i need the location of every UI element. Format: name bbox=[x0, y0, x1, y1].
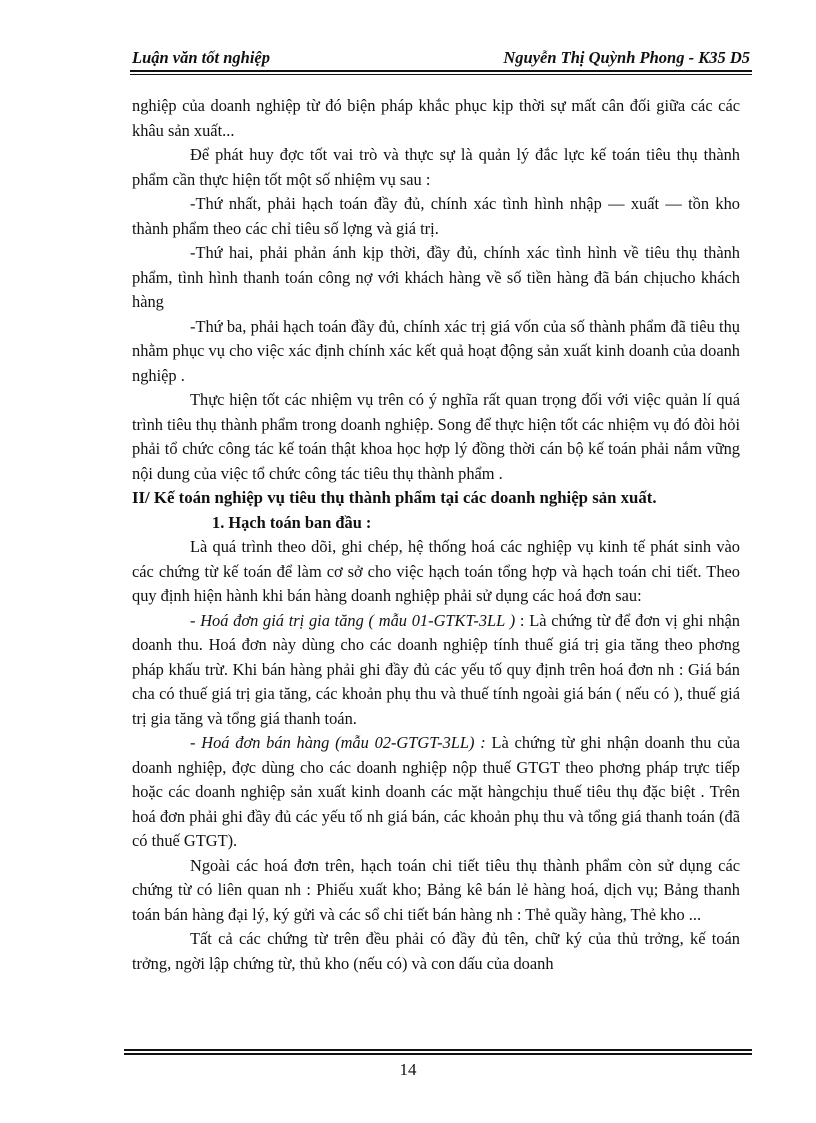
header-rule-thin bbox=[130, 74, 752, 75]
header-author: Nguyễn Thị Quỳnh Phong - K35 D5 bbox=[503, 48, 750, 67]
section-heading: II/ Kế toán nghiệp vụ tiêu thụ thành phẩm tại các doanh nghiệp sản xuất. bbox=[132, 488, 657, 507]
subheading: 1. Hạch toán ban đầu : bbox=[212, 512, 372, 532]
paragraph: nghiệp của doanh nghiệp từ đó biện pháp khắc phục kịp thời sự mất cân đối giữa các các khâu sản xuất... bbox=[132, 96, 740, 140]
header-rule bbox=[130, 70, 752, 72]
paragraph-invoice-2 bbox=[132, 731, 740, 854]
page-header bbox=[130, 48, 752, 70]
paragraph: -Thứ hai, phải phản ánh kịp thời, đầy đủ, chính xác tình hình về tiêu thụ thành phẩm, tình hình thanh toán công nợ với khách hàng về số tiền hàng đã bán chịucho khách hàng bbox=[132, 243, 740, 311]
paragraph: Thực hiện tốt các nhiệm vụ trên có ý nghĩa rất quan trọng đối với việc quản lí quá trình tiêu thụ thành phẩm trong doanh nghiệp. Song để thực hiện tốt các nhiệm vụ đó đòi hỏi phải tổ chức công tác kế toán thật khoa học hợp lý đồng thời cán bộ kế toán phải nắm vững nội dung của việc tổ chức công tác tiêu thụ thành phẩm . bbox=[132, 390, 740, 483]
paragraph: -Thứ nhất, phải hạch toán đầy đủ, chính xác tình hình nhập — xuất — tồn kho thành phẩm theo các chỉ tiêu số lợng và giá trị. bbox=[132, 194, 740, 238]
invoice-text: Là chứng từ ghi nhận doanh thu của doanh nghiệp, đợc dùng cho các doanh nghiệp nộp thuế GTGT theo phơng pháp trực tiếp hoặc các doanh nghiệp sản xuất kinh doanh các mặt hàngchịu thuế tiêu thụ đặc biệt . Trên hoá đơn phải ghi đầy đủ các yếu tố nh giá bán, các khoản phụ thu và tổng giá thanh toán (đã có thuế GTGT). bbox=[132, 733, 740, 850]
footer-rule-second bbox=[124, 1053, 752, 1055]
paragraph: Tất cả các chứng từ trên đều phải có đầy đủ tên, chữ ký của thủ trởng, kế toán trởng, ngời lập chứng từ, thủ kho (nếu có) và con dấu của doanh bbox=[132, 929, 740, 973]
paragraph: Ngoài các hoá đơn trên, hạch toán chi tiết tiêu thụ thành phẩm còn sử dụng các chứng từ có liên quan nh : Phiếu xuất kho; Bảng kê bán lẻ hàng hoá, dịch vụ; Bảng thanh toán bán hàng đại lý, ký gửi và các sổ chi tiết bán hàng nh : Thẻ quầy hàng, Thẻ kho ... bbox=[132, 855, 740, 924]
invoice-title: - Hoá đơn giá trị gia tăng ( mẫu 01-GTKT-3LL ) bbox=[190, 610, 516, 630]
page-number: 14 bbox=[399, 1060, 417, 1079]
footer-rule bbox=[124, 1049, 752, 1051]
paragraph: Là quá trình theo dõi, ghi chép, hệ thống hoá các nghiệp vụ kinh tế phát sinh vào các chứng từ kế toán để làm cơ sở cho việc hạch toán tổng hợp và hạch toán chi tiết. Theo quy định hiện hành khi bán hàng doanh nghiệp phải sử dụng các hoá đơn sau: bbox=[132, 537, 740, 605]
paragraph-invoice-1 bbox=[132, 609, 740, 732]
header-title: Luận văn tốt nghiệp bbox=[132, 48, 270, 67]
document-body bbox=[132, 94, 740, 976]
invoice-text: : Là chứng từ để đơn vị ghi nhận doanh thu. Hoá đơn này dùng cho các doanh nghiệp tính thuế giá trị gia tăng theo phơng pháp khấu trừ. Khi bán hàng phải ghi đầy đủ các yếu tố quy định trên hoá đơn nh : Giá bán cha có thuế giá trị gia tăng, các khoản phụ thu và thuế tính ngoài giá bán ( nếu có ), thuế giá trị gia tăng và tổng giá thanh toán. bbox=[132, 610, 740, 728]
invoice-title: - Hoá đơn bán hàng (mẫu 02-GTGT-3LL) : bbox=[190, 733, 486, 752]
paragraph: -Thứ ba, phải hạch toán đầy đủ, chính xác trị giá vốn của số thành phẩm đã tiêu thụ nhằm phục vụ cho việc xác định chính xác kết quả hoạt động sản xuất kinh doanh của doanh nghiệp . bbox=[132, 316, 740, 385]
paragraph: Để phát huy đợc tốt vai trò và thực sự là quản lý đắc lực kế toán tiêu thụ thành phẩm cần thực hiện tốt một số nhiệm vụ sau : bbox=[132, 145, 740, 189]
